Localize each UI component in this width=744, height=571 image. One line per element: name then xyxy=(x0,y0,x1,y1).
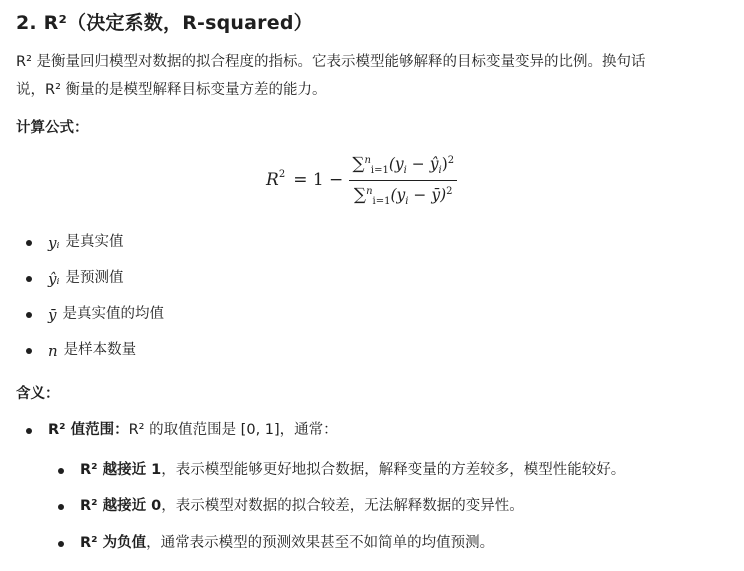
den-body: (y xyxy=(390,186,406,205)
variable-symbol: ŷᵢ xyxy=(48,270,60,288)
sub-bullet-text: ，表示模型对数据的拟合较差，无法解释数据的变异性。 xyxy=(161,498,524,514)
sub-bullet-title: R² 为负值 xyxy=(80,535,147,551)
formula-label: 计算公式： xyxy=(16,120,89,136)
num-sum-lower: i=1 xyxy=(370,165,389,177)
list-item xyxy=(48,533,494,555)
den-sum-symbol: ∑ xyxy=(353,185,367,206)
list-item xyxy=(16,420,338,442)
sub-bullet-title: R² 越接近 0 xyxy=(80,498,162,514)
bullet-dot-icon xyxy=(58,504,64,510)
range-text: R² 的取值范围是 [0, 1]，通常： xyxy=(128,422,338,438)
variable-symbol: yᵢ xyxy=(48,234,60,252)
fraction-bar xyxy=(349,180,457,181)
formula-lhs-exp: 2 xyxy=(278,169,286,181)
den-minus-ybar: − ȳ) xyxy=(408,186,447,205)
den-exp: 2 xyxy=(446,185,453,197)
bullet-dot-icon xyxy=(26,312,32,318)
bullet-dot-icon xyxy=(58,541,64,547)
den-index: i xyxy=(405,196,409,208)
sub-bullet-text: ，通常表示模型的预测效果甚至不如简单的均值预测。 xyxy=(146,535,495,551)
bullet-dot-icon xyxy=(26,428,32,434)
bullet-dot-icon xyxy=(58,468,64,474)
variable-description: 是真实值的均值 xyxy=(62,306,164,323)
num-index-2: i xyxy=(438,165,442,177)
sub-bullet-text: ，表示模型能够更好地拟合数据，解释变量的方差较多，模型性能较好。 xyxy=(161,462,626,478)
num-close: ) xyxy=(441,155,448,173)
list-item xyxy=(48,496,524,518)
meaning-label: 含义： xyxy=(16,386,60,402)
bullet-dot-icon xyxy=(26,240,32,246)
num-index-1: i xyxy=(403,165,407,177)
list-item xyxy=(16,232,124,255)
formula-denominator xyxy=(351,183,456,209)
intro-line-1: R² 是衡量回归模型对数据的拟合程度的指标。它表示模型能够解释的目标变量变异的比例。换句话 xyxy=(16,54,646,70)
num-exp: 2 xyxy=(447,154,455,166)
variable-description: 是预测值 xyxy=(65,270,124,287)
variable-description: 是真实值 xyxy=(65,234,124,251)
num-minus-yhat: − ŷ xyxy=(406,155,439,173)
intro-line-2: 说，R² 衡量的是模型解释目标变量方差的能力。 xyxy=(16,82,327,98)
num-sum-symbol: ∑ xyxy=(352,154,365,174)
list-item xyxy=(48,460,625,482)
formula-equals-one-minus: = 1 − xyxy=(293,169,344,190)
variable-description: 是样本数量 xyxy=(63,342,137,359)
range-title: R² 值范围： xyxy=(48,422,129,438)
bullet-dot-icon xyxy=(26,348,32,354)
num-sum-upper: n xyxy=(364,154,371,166)
sub-bullet-title: R² 越接近 1 xyxy=(80,462,162,478)
num-body: (y xyxy=(388,155,404,173)
list-item xyxy=(16,340,136,363)
formula-fraction xyxy=(349,152,457,209)
den-sum-upper: n xyxy=(366,185,373,197)
formula-lhs-var: R xyxy=(266,169,279,190)
formula-numerator xyxy=(349,152,457,178)
variable-symbol: n xyxy=(48,342,58,360)
list-item xyxy=(16,268,124,291)
den-sum-lower: i=1 xyxy=(372,196,391,208)
intro-paragraph xyxy=(16,48,716,104)
r-squared-formula xyxy=(266,152,457,209)
variable-symbol: ȳ xyxy=(48,306,57,324)
section-heading: 2. R²（决定系数，R-squared） xyxy=(16,12,313,34)
list-item xyxy=(16,304,164,327)
bullet-dot-icon xyxy=(26,276,32,282)
